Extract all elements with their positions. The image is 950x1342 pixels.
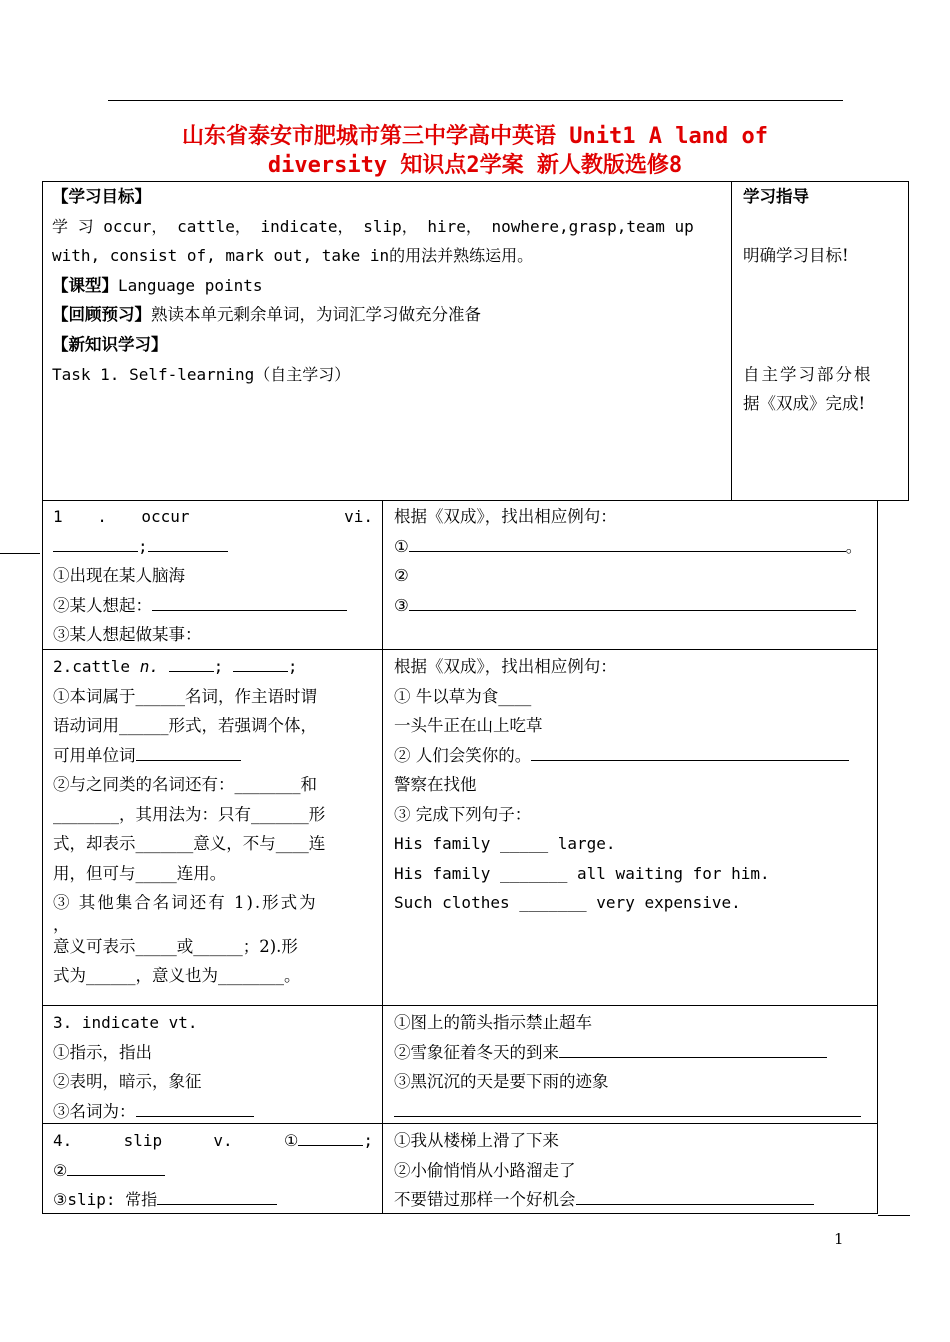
occur-heading: 1 . occur vi.	[53, 507, 373, 526]
slip-example-2: ②小偷悄悄从小路溜走了	[394, 1161, 576, 1180]
header-section	[42, 181, 909, 501]
guide-cell	[733, 182, 908, 500]
title-line-2: diversity 知识点2学案 新人教版选修8	[267, 153, 683, 178]
cattle-sentence-1: His family _____ large.	[394, 834, 616, 853]
cattle-note-2: 语动词用______形式，若强调个体，	[53, 716, 317, 735]
slip-blank-2: ②	[53, 1156, 165, 1186]
cattle-note-1: ①本词属于______名词，作主语时谓	[53, 687, 317, 706]
goal-label: 【学习目标】	[52, 187, 151, 206]
slip-heading: 4. slip v. ① ;	[53, 1126, 373, 1156]
cattle-example-2: 一头牛正在山上吃草	[394, 716, 543, 735]
slip-note: ③slip: 常指	[53, 1185, 277, 1215]
guide-self-study-1: 自主学习部分根	[743, 365, 873, 384]
indicate-example-2: ②雪象征着冬天的到来	[394, 1038, 827, 1068]
main-table	[42, 500, 878, 1214]
occur-meaning-3: ③某人想起做某事：	[53, 625, 202, 644]
guide-self-study-2: 据《双成》完成!	[743, 394, 866, 413]
occur-example-3: ③	[394, 591, 856, 621]
row-occur	[43, 500, 877, 650]
cattle-note-3: 可用单位词	[53, 741, 241, 771]
cattle-note-6: 式，却表示_______意义，不与____连	[53, 834, 326, 853]
occur-example-2: ②	[394, 566, 409, 585]
cattle-example-1: ① 牛以草为食____	[394, 687, 532, 706]
review-text: 熟读本单元剩余单词，为词汇学习做充分准备	[151, 305, 481, 324]
type-value: Language points	[118, 276, 263, 295]
indicate-heading: 3. indicate vt.	[53, 1013, 198, 1032]
slip-example-3: 不要错过那样一个好机会	[394, 1185, 814, 1215]
cattle-note-8: ③ 其他集合名词还有 1).形式为	[53, 893, 318, 912]
occur-instruction: 根据《双成》，找出相应例句：	[394, 507, 617, 526]
indicate-example-3: ③黑沉沉的天是要下雨的迹象	[394, 1072, 609, 1091]
type-label: 【课型】	[52, 276, 118, 295]
cattle-heading: 2.cattle n. ; ;	[53, 652, 298, 682]
cattle-note-9: ，	[53, 915, 70, 934]
cattle-note-5: ________，其用法为：只有_______形	[53, 805, 326, 824]
occur-example-1: ① 。	[394, 532, 862, 562]
cattle-sentence-3: Such clothes _______ very expensive.	[394, 893, 741, 912]
goal-text-2: with, consist of, mark out, take in的用法并熟练运用。	[52, 246, 534, 265]
goal-text-1: 学 习 occur， cattle， indicate， slip， hire， nowhere,grasp,team up	[52, 217, 694, 236]
cattle-sentence-2: His family _______ all waiting for him.	[394, 864, 770, 883]
indicate-example-1: ①图上的箭头指示禁止超车	[394, 1013, 592, 1032]
title-line-1: 山东省泰安市肥城市第三中学高中英语 Unit1 A land of	[182, 124, 768, 149]
indicate-meaning-1: ①指示，指出	[53, 1043, 152, 1062]
occur-left	[43, 500, 383, 649]
cattle-complete-label: ③ 完成下列句子：	[394, 805, 532, 824]
occur-meaning-1: ①出现在某人脑海	[53, 566, 185, 585]
page-number: 1	[834, 1230, 844, 1248]
occur-blanks: ;	[53, 532, 228, 562]
indicate-left	[43, 1006, 383, 1123]
occur-meaning-2: ②某人想起：	[53, 591, 347, 621]
indicate-right	[384, 1006, 877, 1123]
slip-left	[43, 1124, 383, 1213]
slip-right	[384, 1124, 877, 1213]
row-slip	[43, 1124, 877, 1213]
cattle-note-7: 用，但可与_____连用。	[53, 864, 227, 883]
slip-example-1: ①我从楼梯上滑了下来	[394, 1131, 559, 1150]
row-indicate	[43, 1006, 877, 1124]
review-label: 【回顾预习】	[52, 305, 151, 324]
cattle-instruction: 根据《双成》，找出相应例句：	[394, 657, 617, 676]
indicate-noun: ③名词为：	[53, 1097, 254, 1127]
cattle-right	[384, 650, 877, 1005]
goals-cell	[43, 182, 732, 500]
indicate-meaning-2: ②表明，暗示，象征	[53, 1072, 202, 1091]
top-rule	[108, 100, 843, 101]
row-cattle	[43, 650, 877, 1006]
cattle-example-3: ② 人们会笑你的。	[394, 741, 849, 771]
guide-goal: 明确学习目标!	[743, 246, 849, 265]
occur-right	[384, 500, 877, 649]
cattle-left	[43, 650, 383, 1005]
cattle-note-4: ②与之同类的名词还有：________和	[53, 775, 317, 794]
task-label: Task 1. Self-learning（自主学习）	[52, 365, 351, 384]
margin-line-left	[0, 553, 40, 554]
cattle-note-11: 式为______，意义也为________。	[53, 966, 301, 985]
cattle-example-4: 警察在找他	[394, 775, 477, 794]
indicate-answer-line	[394, 1116, 861, 1117]
cattle-note-10: 意义可表示_____或______；2).形	[53, 937, 298, 956]
page-title	[80, 122, 870, 180]
margin-line-right	[878, 1215, 910, 1216]
guide-title: 学习指导	[743, 187, 809, 206]
new-knowledge-label: 【新知识学习】	[52, 335, 168, 354]
